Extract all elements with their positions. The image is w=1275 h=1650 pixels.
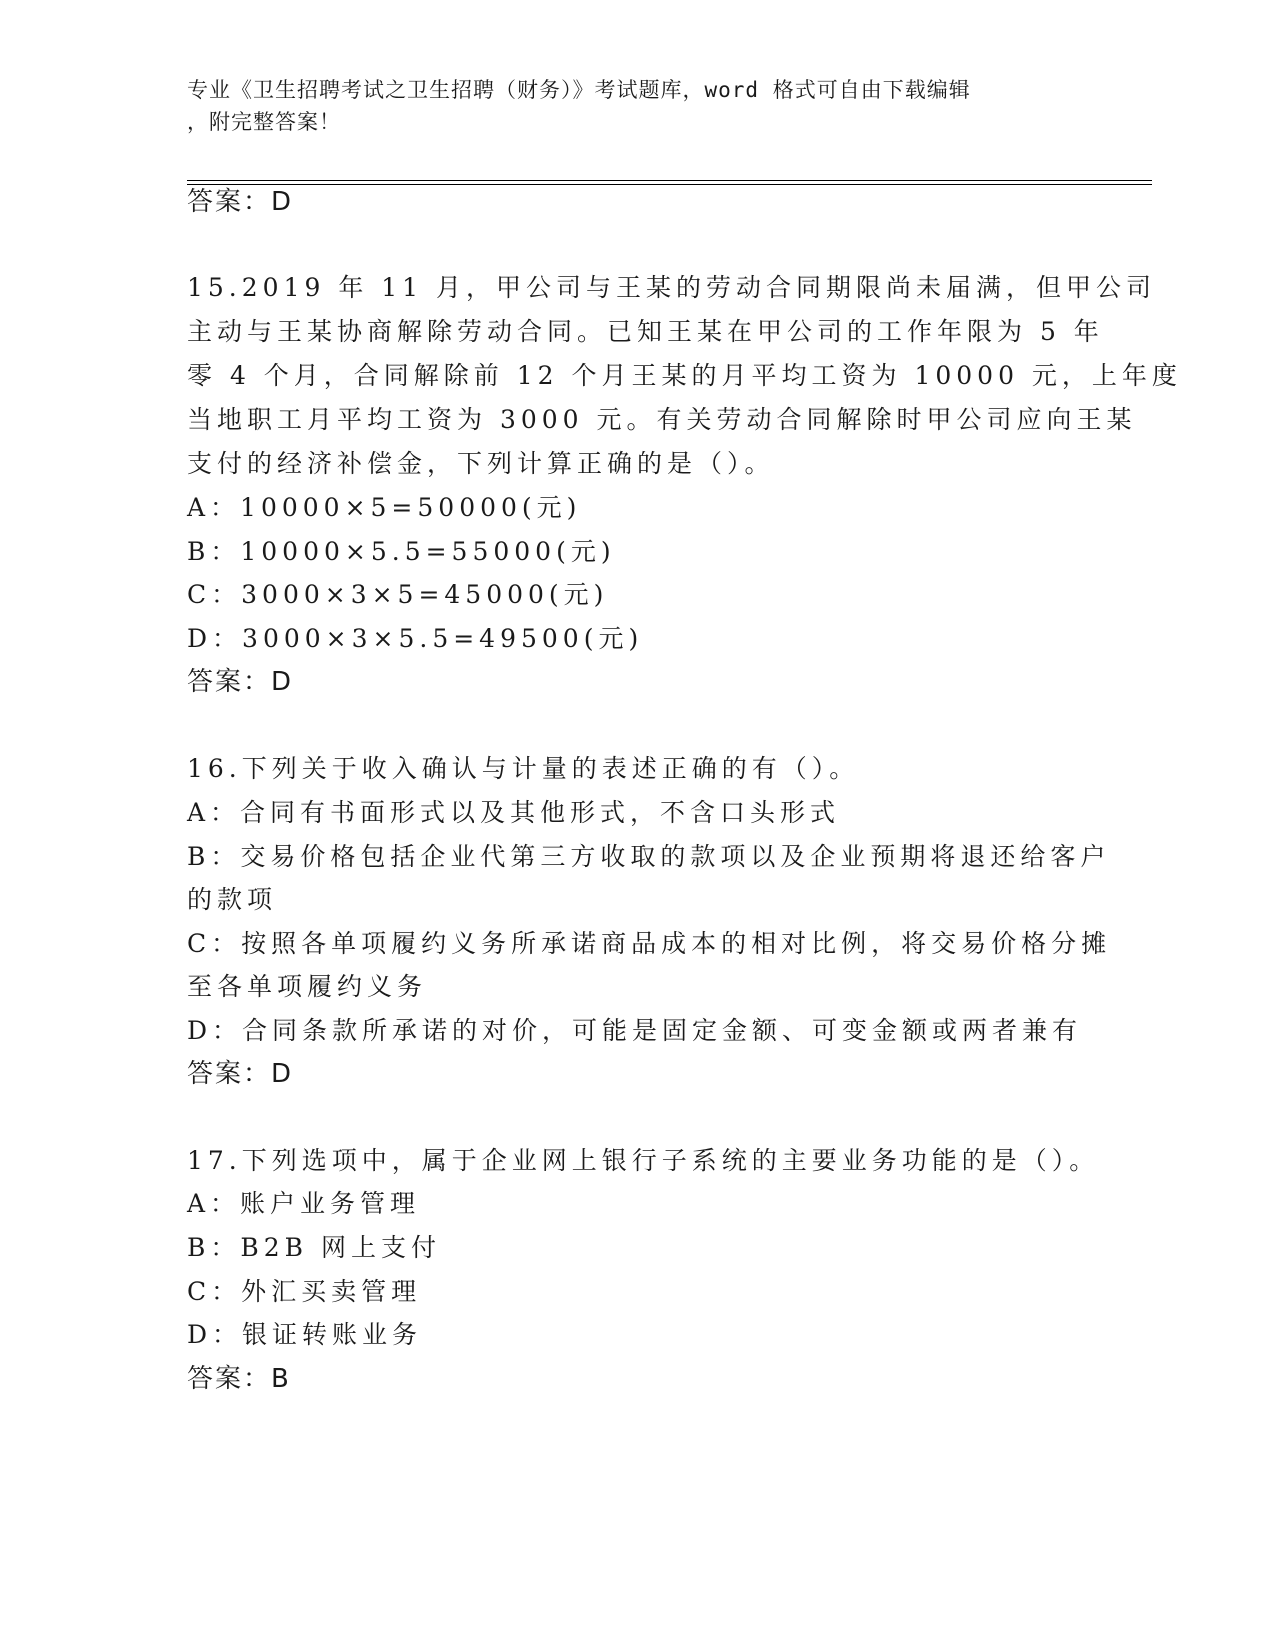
q15-option-b: B：10000×5.5=55000(元) bbox=[187, 537, 616, 566]
q15-stem-line-2: 主动与王某协商解除劳动合同。已知王某在甲公司的工作年限为 5 年 bbox=[187, 317, 1104, 346]
header-line-2: ，附完整答案！ bbox=[187, 110, 341, 134]
document-header bbox=[187, 74, 1067, 138]
q15-option-d: D：3000×3×5.5=49500(元) bbox=[187, 624, 644, 653]
q17-answer: 答案：B bbox=[187, 1364, 291, 1394]
q16-stem-line-1: 16.下列关于收入确认与计量的表述正确的有（）。 bbox=[187, 754, 860, 783]
q16-option-d: D：合同条款所承诺的对价，可能是固定金额、可变金额或两者兼有 bbox=[187, 1016, 1083, 1045]
q15-stem-line-3: 零 4 个月，合同解除前 12 个月王某的月平均工资为 10000 元，上年度 bbox=[187, 361, 1182, 390]
previous-answer: 答案：D bbox=[187, 187, 294, 217]
q16-option-c-line-2: 至各单项履约义务 bbox=[187, 972, 428, 1001]
q15-stem-line-4: 当地职工月平均工资为 3000 元。有关劳动合同解除时甲公司应向王某 bbox=[187, 405, 1137, 434]
header-rule-top bbox=[187, 180, 1152, 181]
header-line-1: 专业《卫生招聘考试之卫生招聘（财务）》考试题库，word 格式可自由下载编辑 bbox=[187, 78, 971, 102]
q16-answer: 答案：D bbox=[187, 1059, 294, 1089]
q16-option-a: A：合同有书面形式以及其他形式，不含口头形式 bbox=[187, 798, 841, 827]
q15-answer: 答案：D bbox=[187, 667, 294, 697]
q17-stem-line-1: 17.下列选项中，属于企业网上银行子系统的主要业务功能的是（）。 bbox=[187, 1146, 1100, 1175]
q16-option-b-line-2: 的款项 bbox=[187, 885, 278, 914]
q15-option-a: A：10000×5=50000(元) bbox=[187, 493, 582, 522]
q17-option-c: C：外汇买卖管理 bbox=[187, 1277, 422, 1306]
q17-option-b: B：B2B 网上支付 bbox=[187, 1233, 441, 1262]
q16-option-b-line-1: B：交易价格包括企业代第三方收取的款项以及企业预期将退还给客户 bbox=[187, 842, 1111, 871]
q15-stem-line-1: 15.2019 年 11 月，甲公司与王某的劳动合同期限尚未届满，但甲公司 bbox=[187, 273, 1157, 302]
q17-option-d: D：银证转账业务 bbox=[187, 1320, 423, 1349]
q15-option-c: C：3000×3×5=45000(元) bbox=[187, 580, 609, 609]
q16-option-c-line-1: C：按照各单项履约义务所承诺商品成本的相对比例，将交易价格分摊 bbox=[187, 929, 1112, 958]
header-rule-bottom bbox=[187, 184, 1152, 185]
q15-stem-line-5: 支付的经济补偿金，下列计算正确的是（）。 bbox=[187, 449, 775, 478]
q17-option-a: A：账户业务管理 bbox=[187, 1189, 421, 1218]
